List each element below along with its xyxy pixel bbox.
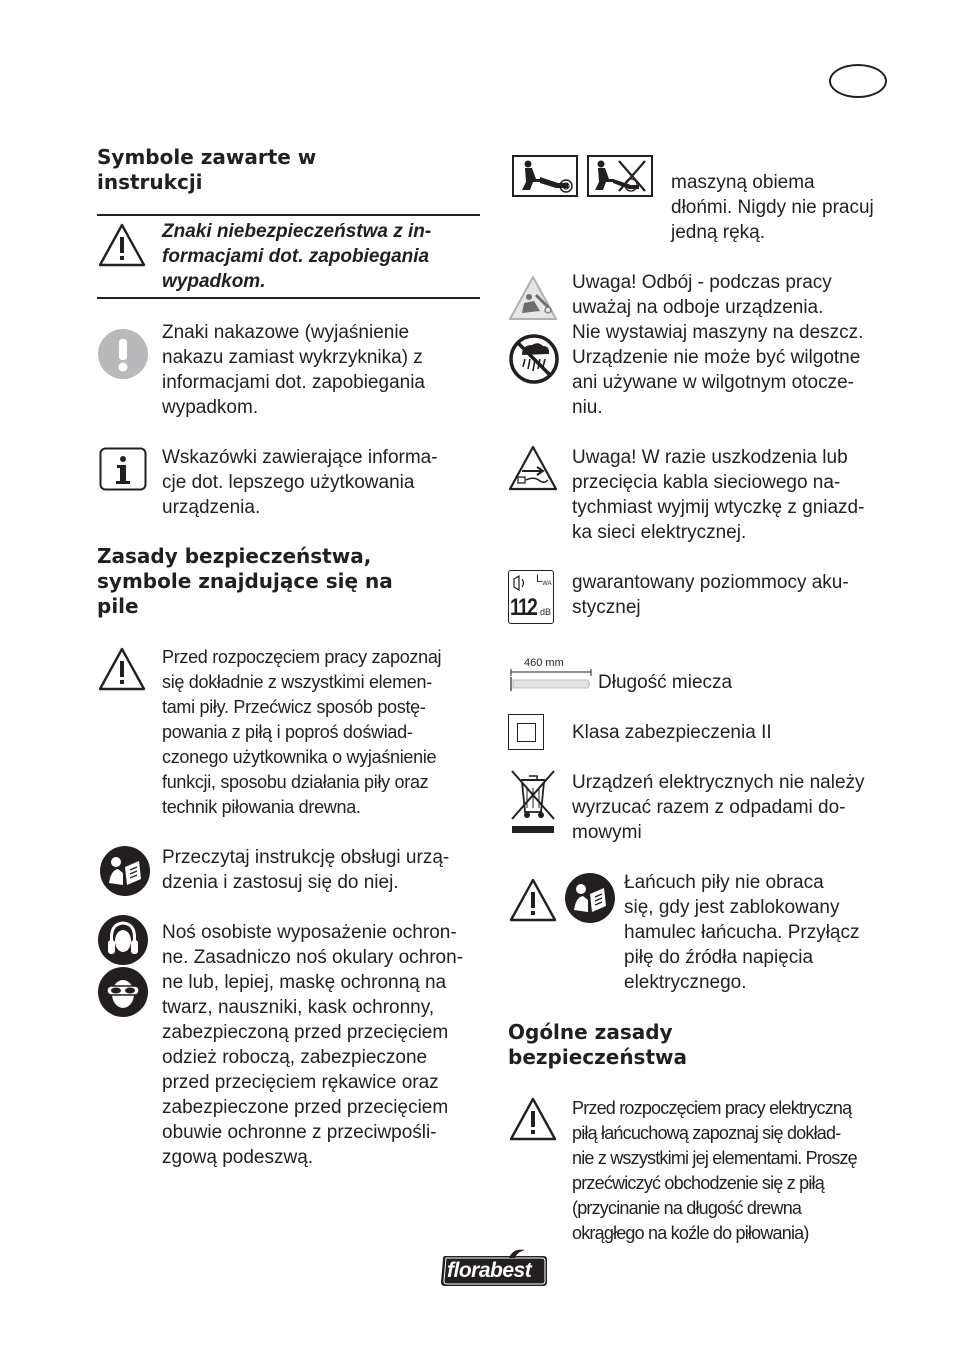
ear-protection-icon <box>97 914 149 966</box>
weee-text: Urządzeń elektrycznych nie należy wyrzucać razem z odpadami do- mowymi <box>572 772 865 843</box>
no-rain-icon <box>508 333 560 385</box>
two-hands-text: maszyną obiema dłońmi. Nigdy nie pracuj jedną ręką. <box>671 172 874 243</box>
noise-label: $L_{WA}$ <box>536 573 552 588</box>
danger-note-text: Znaki niebezpieczeństwa z in- formacjami dot. zapobiegania wypadkom. <box>162 221 432 292</box>
cable-text: Uwaga! W razie uszkodzenia lub przecięcia kabla sieciowego na- tychmiast wyjmij wtyczkę z gniazd- ka sieci elektrycznej. <box>572 447 865 543</box>
class-ii-icon <box>508 714 544 750</box>
bar-length-label: Długość miecza <box>598 672 733 693</box>
ppe-text: Noś osobiste wyposażenie ochron- ne. Zasadniczo noś okulary ochron- ne lub, lepiej, maskę ochronną na twarz, nauszniki, kask ochronny, zabezpieczoną przed przecięciem odzież roboczą, zabezpieczone przed przecięciem rękawice oraz zabezpieczone przed przecięciem obuwie ochronne z przeciwpośli- zgową podeszwą. <box>162 922 463 1168</box>
florabest-logo <box>439 1246 550 1288</box>
kickback-warning-icon <box>508 275 558 321</box>
mandatory-note: Znaki nakazowe (wyjaśnienie nakazu zamiast wykrzyknika) z informacjami dot. zapobiegania wypadkom. <box>162 322 425 418</box>
kickback-rain-text: Uwaga! Odbój - podczas pracy uważaj na odboje urządzenia. Nie wystawiaj maszyny na deszcz. Urządzenie nie może być wilgotne ani używane w wilgotnym otocze- niu. <box>572 272 864 418</box>
heading-symbols: Symbole zawarte w instrukcji <box>97 145 317 194</box>
divider-top <box>97 214 480 216</box>
general-text: Przed rozpoczęciem pracy elektryczną piłą łańcuchową zapoznaj się dokład- nie z wszystkimi jej elementami. Proszę przećwiczyć obchodzenie się z piłą (przycinanie na długość drewna okrągłego na koźle do piłowania) <box>572 1098 857 1243</box>
one-hand-prohibited-icon <box>587 155 653 197</box>
logo-text: florabest <box>447 1259 532 1282</box>
eye-protection-icon <box>97 966 149 1018</box>
warning-triangle-icon <box>508 1096 558 1142</box>
warning-triangle-icon <box>97 646 147 692</box>
read-manual-icon <box>99 845 151 897</box>
divider-bottom <box>97 297 480 299</box>
noise-level-icon <box>508 570 554 624</box>
warning-triangle-icon <box>97 222 147 268</box>
mandatory-exclamation-icon <box>97 328 149 380</box>
before-work-text: Przed rozpoczęciem pracy zapoznaj się dokładnie z wszystkimi elemen- tami piły. Przećwicz sposób postę- powania z piłą i poproś doświad- czonego użytkownika o wyjaśnienie funkcji, sposobu działania piły oraz technik piłowania drewna. <box>162 647 442 817</box>
heading-safety-symbols: Zasady bezpieczeństwa, symbole znajdujące się na pile <box>97 544 393 618</box>
bar-length-dimension: 460 mm <box>524 657 564 669</box>
info-note: Wskazówki zawierające informa- cje dot. lepszego użytkowania urządzenia. <box>162 447 438 518</box>
bar-length-icon <box>509 668 593 694</box>
cable-warning-icon <box>508 445 558 491</box>
info-icon <box>99 447 147 491</box>
noise-value: 112 <box>510 594 537 621</box>
language-badge <box>829 64 887 98</box>
read-manual-text: Przeczytaj instrukcję obsługi urzą- dzenia i zastosuj się do niej. <box>162 847 450 893</box>
noise-text: gwarantowany poziommocy aku- stycznej <box>572 572 849 618</box>
noise-unit: dB <box>540 607 552 617</box>
read-manual-icon <box>564 872 616 924</box>
heading-general-safety: Ogólne zasady bezpieczeństwa <box>508 1020 687 1069</box>
class-ii-text: Klasa zabezpieczenia II <box>572 722 772 743</box>
weee-bin-icon <box>508 768 558 838</box>
two-hands-icon <box>512 155 578 197</box>
warning-triangle-icon <box>508 877 558 923</box>
chain-brake-text: Łańcuch piły nie obraca się, gdy jest zablokowany hamulec łańcucha. Przyłącz piłę do źródła napięcia elektrycznego. <box>624 872 860 993</box>
